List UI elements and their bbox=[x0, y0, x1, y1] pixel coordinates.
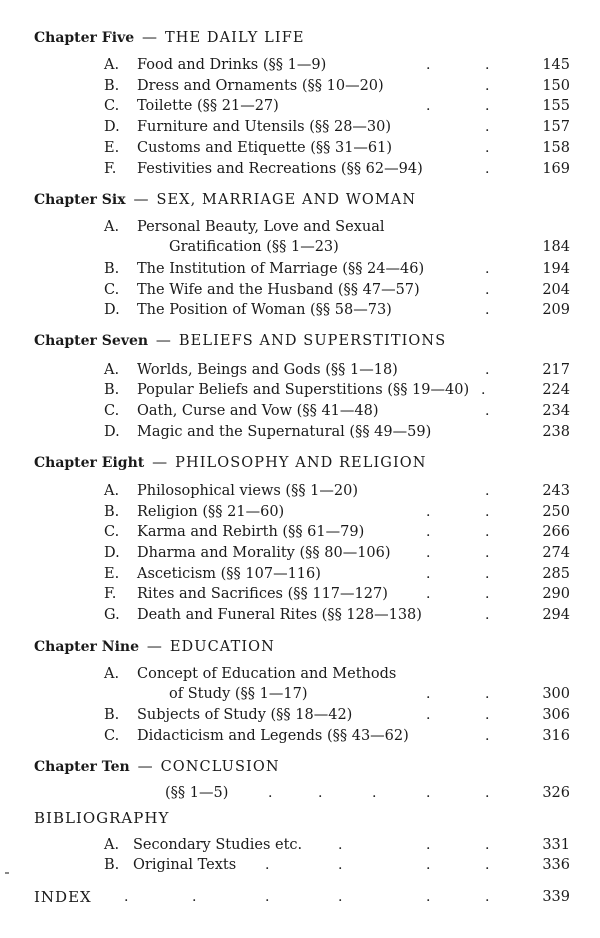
leader-dot: . bbox=[426, 686, 431, 702]
chapter-label: Chapter Ten bbox=[34, 759, 130, 775]
entry-letter: A. bbox=[104, 362, 120, 378]
toc-entry bbox=[0, 705, 600, 725]
entry-letter: F. bbox=[104, 161, 117, 177]
leader-dot: . bbox=[485, 282, 490, 298]
leader-dot: . bbox=[485, 403, 490, 419]
entry-title: Festivities and Recreations (§§ 62—94) bbox=[137, 161, 423, 177]
entry-title: Personal Beauty, Love and Sexual bbox=[137, 219, 385, 235]
leader-dot: . bbox=[485, 707, 490, 723]
page-number: 274 bbox=[542, 545, 570, 561]
edge-mark bbox=[5, 872, 9, 874]
leader-dot: . bbox=[426, 504, 431, 520]
entry-letter: B. bbox=[104, 857, 120, 873]
toc-entry bbox=[0, 543, 600, 563]
entry-title: (§§ 1—5) bbox=[165, 785, 229, 801]
chapter-dash: — bbox=[141, 28, 158, 46]
entry-title: Karma and Rebirth (§§ 61—79) bbox=[137, 524, 365, 540]
toc-entry bbox=[0, 360, 600, 380]
toc-entry bbox=[0, 259, 600, 279]
leader-dot: . bbox=[426, 857, 431, 873]
toc-entry bbox=[0, 522, 600, 542]
leader-dot: . bbox=[192, 889, 197, 905]
toc-entry bbox=[0, 584, 600, 604]
toc-entry bbox=[0, 401, 600, 421]
leader-dot: . bbox=[338, 857, 343, 873]
toc-entry bbox=[0, 380, 600, 400]
entry-letter: A. bbox=[104, 666, 120, 682]
chapter-dash: — bbox=[146, 637, 162, 655]
page-number: 194 bbox=[542, 261, 570, 277]
bibliography-heading: BIBLIOGRAPHY bbox=[34, 809, 170, 827]
leader-dot: . bbox=[485, 362, 490, 378]
toc-entry bbox=[0, 783, 600, 803]
entry-title: Subjects of Study (§§ 18—42) bbox=[137, 707, 353, 723]
leader-dot: . bbox=[426, 524, 431, 540]
entry-letter: B. bbox=[104, 504, 120, 520]
page-number: 155 bbox=[542, 98, 570, 114]
leader-dot: . bbox=[485, 837, 490, 853]
page-number: 209 bbox=[542, 302, 570, 318]
page-number: 243 bbox=[542, 483, 570, 499]
leader-dot: . bbox=[426, 566, 431, 582]
page-number: 294 bbox=[542, 607, 570, 623]
page-number: 157 bbox=[542, 119, 570, 135]
leader-dot: . bbox=[485, 98, 490, 114]
chapter-title: CONCLUSION bbox=[160, 759, 280, 775]
toc-entry bbox=[0, 138, 600, 158]
entry-letter: A. bbox=[104, 483, 120, 499]
chapter-title: PHILOSOPHY AND RELIGION bbox=[175, 455, 427, 471]
toc-entry bbox=[0, 422, 600, 442]
entry-title: Concept of Education and Methods bbox=[137, 666, 397, 682]
chapter-ten-heading bbox=[34, 757, 280, 775]
entry-title: Gratification (§§ 1—23) bbox=[169, 239, 339, 255]
toc-entry bbox=[0, 217, 600, 237]
entry-letter: C. bbox=[104, 728, 120, 744]
entry-title: Religion (§§ 21—60) bbox=[137, 504, 285, 520]
entry-letter: B. bbox=[104, 707, 120, 723]
leader-dot: . bbox=[265, 889, 270, 905]
entry-title: of Study (§§ 1—17) bbox=[169, 686, 308, 702]
leader-dot: . bbox=[338, 889, 343, 905]
leader-dot: . bbox=[485, 140, 490, 156]
toc-entry bbox=[0, 76, 600, 96]
chapter-label: Chapter Nine bbox=[34, 639, 140, 655]
toc-entry-continuation bbox=[0, 684, 600, 704]
chapter-label: Chapter Seven bbox=[34, 333, 149, 349]
page-number: 326 bbox=[542, 785, 570, 801]
chapter-eight-heading bbox=[34, 453, 427, 471]
toc-entry bbox=[0, 280, 600, 300]
toc-entry bbox=[0, 502, 600, 522]
leader-dot: . bbox=[426, 57, 431, 73]
entry-title: Death and Funeral Rites (§§ 128—138) bbox=[137, 607, 422, 623]
leader-dot: . bbox=[426, 98, 431, 114]
entry-title: Didacticism and Legends (§§ 43—62) bbox=[137, 728, 409, 744]
page-number: 266 bbox=[542, 524, 570, 540]
entry-letter: B. bbox=[104, 78, 120, 94]
toc-entry bbox=[0, 117, 600, 137]
page-number: 204 bbox=[542, 282, 570, 298]
leader-dot: . bbox=[485, 78, 490, 94]
leader-dot: . bbox=[265, 857, 270, 873]
toc-entry bbox=[0, 605, 600, 625]
page-number: 150 bbox=[542, 78, 570, 94]
chapter-title: EDUCATION bbox=[169, 639, 275, 655]
leader-dot: . bbox=[426, 586, 431, 602]
leader-dot: . bbox=[485, 785, 490, 801]
toc-entry-continuation bbox=[0, 237, 600, 257]
leader-dot: . bbox=[372, 785, 377, 801]
entry-letter: A. bbox=[104, 837, 120, 853]
entry-title: Oath, Curse and Vow (§§ 41—48) bbox=[137, 403, 379, 419]
page-number: 316 bbox=[542, 728, 570, 744]
leader-dot: . bbox=[485, 57, 490, 73]
toc-entry bbox=[0, 96, 600, 116]
toc-entry bbox=[0, 726, 600, 746]
page-number: 158 bbox=[542, 140, 570, 156]
chapter-nine-heading bbox=[34, 637, 275, 655]
chapter-title: THE DAILY LIFE bbox=[164, 30, 305, 46]
entry-title: Popular Beliefs and Superstitions (§§ 19—40) bbox=[137, 382, 470, 398]
page-number: 336 bbox=[542, 857, 570, 873]
leader-dot: . bbox=[481, 382, 486, 398]
entry-title: Rites and Sacrifices (§§ 117—127) bbox=[137, 586, 388, 602]
toc-entry bbox=[0, 855, 600, 875]
chapter-six-heading bbox=[34, 190, 416, 208]
entry-letter: G. bbox=[104, 607, 120, 623]
chapter-dash: — bbox=[155, 331, 172, 349]
leader-dot: . bbox=[426, 837, 431, 853]
entry-title: Magic and the Supernatural (§§ 49—59) bbox=[137, 424, 432, 440]
entry-title: Worlds, Beings and Gods (§§ 1—18) bbox=[137, 362, 398, 378]
entry-title: Furniture and Utensils (§§ 28—30) bbox=[137, 119, 392, 135]
index-entry bbox=[0, 887, 600, 907]
leader-dot: . bbox=[124, 889, 129, 905]
leader-dot: . bbox=[485, 607, 490, 623]
chapter-label: Chapter Six bbox=[34, 192, 126, 208]
entry-title: The Wife and the Husband (§§ 47—57) bbox=[137, 282, 420, 298]
entry-letter: E. bbox=[104, 140, 120, 156]
leader-dot: . bbox=[485, 302, 490, 318]
chapter-dash: — bbox=[133, 190, 149, 208]
page-number: 217 bbox=[542, 362, 570, 378]
entry-letter: A. bbox=[104, 219, 120, 235]
leader-dot: . bbox=[485, 545, 490, 561]
entry-title: Dharma and Morality (§§ 80—106) bbox=[137, 545, 391, 561]
entry-title: The Institution of Marriage (§§ 24—46) bbox=[137, 261, 425, 277]
entry-letter: A. bbox=[104, 57, 120, 73]
entry-letter: F. bbox=[104, 586, 117, 602]
page-number: 285 bbox=[542, 566, 570, 582]
toc-entry bbox=[0, 481, 600, 501]
entry-letter: D. bbox=[104, 302, 120, 318]
index-label: INDEX bbox=[34, 888, 92, 906]
leader-dot: . bbox=[485, 483, 490, 499]
entry-title: Secondary Studies etc. bbox=[133, 837, 303, 853]
toc-entry bbox=[0, 300, 600, 320]
chapter-title: SEX, MARRIAGE AND WOMAN bbox=[156, 192, 417, 208]
leader-dot: . bbox=[426, 707, 431, 723]
leader-dot: . bbox=[485, 566, 490, 582]
page-number: 169 bbox=[542, 161, 570, 177]
entry-title: The Position of Woman (§§ 58—73) bbox=[137, 302, 392, 318]
leader-dot: . bbox=[426, 785, 431, 801]
leader-dot: . bbox=[485, 586, 490, 602]
entry-letter: C. bbox=[104, 524, 120, 540]
entry-title: Asceticism (§§ 107—116) bbox=[137, 566, 321, 582]
chapter-title: BELIEFS AND SUPERSTITIONS bbox=[178, 333, 447, 349]
toc-entry bbox=[0, 664, 600, 684]
chapter-label: Chapter Five bbox=[34, 30, 135, 46]
entry-letter: E. bbox=[104, 566, 120, 582]
toc-entry bbox=[0, 835, 600, 855]
leader-dot: . bbox=[268, 785, 273, 801]
entry-title: Original Texts bbox=[133, 857, 237, 873]
entry-title: Dress and Ornaments (§§ 10—20) bbox=[137, 78, 384, 94]
page-number: 224 bbox=[542, 382, 570, 398]
leader-dot: . bbox=[485, 119, 490, 135]
entry-title: Philosophical views (§§ 1—20) bbox=[137, 483, 359, 499]
toc-entry bbox=[0, 159, 600, 179]
index-page: 339 bbox=[542, 889, 570, 905]
leader-dot: . bbox=[338, 837, 343, 853]
leader-dot: . bbox=[485, 261, 490, 277]
page-number: 234 bbox=[542, 403, 570, 419]
entry-letter: D. bbox=[104, 424, 120, 440]
chapter-dash: — bbox=[152, 453, 168, 471]
page-number: 250 bbox=[542, 504, 570, 520]
entry-letter: C. bbox=[104, 98, 120, 114]
entry-letter: B. bbox=[104, 382, 120, 398]
chapter-label: Chapter Eight bbox=[34, 455, 145, 471]
entry-title: Toilette (§§ 21—27) bbox=[137, 98, 279, 114]
entry-letter: C. bbox=[104, 282, 120, 298]
page-number: 306 bbox=[542, 707, 570, 723]
leader-dot: . bbox=[318, 785, 323, 801]
chapter-dash: — bbox=[137, 757, 153, 775]
toc-entry bbox=[0, 55, 600, 75]
leader-dot: . bbox=[426, 889, 431, 905]
entry-letter: C. bbox=[104, 403, 120, 419]
entry-title: Customs and Etiquette (§§ 31—61) bbox=[137, 140, 393, 156]
leader-dot: . bbox=[485, 524, 490, 540]
leader-dot: . bbox=[485, 161, 490, 177]
leader-dot: . bbox=[485, 857, 490, 873]
page-number: 238 bbox=[542, 424, 570, 440]
toc-entry bbox=[0, 564, 600, 584]
page-number: 290 bbox=[542, 586, 570, 602]
entry-title: Food and Drinks (§§ 1—9) bbox=[137, 57, 327, 73]
chapter-five-heading bbox=[34, 28, 305, 46]
entry-letter: D. bbox=[104, 119, 120, 135]
leader-dot: . bbox=[485, 686, 490, 702]
entry-letter: B. bbox=[104, 261, 120, 277]
entry-letter: D. bbox=[104, 545, 120, 561]
page-number: 184 bbox=[542, 239, 570, 255]
chapter-seven-heading bbox=[34, 331, 446, 349]
leader-dot: . bbox=[485, 504, 490, 520]
leader-dot: . bbox=[485, 889, 490, 905]
page-number: 300 bbox=[542, 686, 570, 702]
leader-dot: . bbox=[485, 728, 490, 744]
leader-dot: . bbox=[426, 545, 431, 561]
page-number: 331 bbox=[542, 837, 570, 853]
page-number: 145 bbox=[542, 57, 570, 73]
